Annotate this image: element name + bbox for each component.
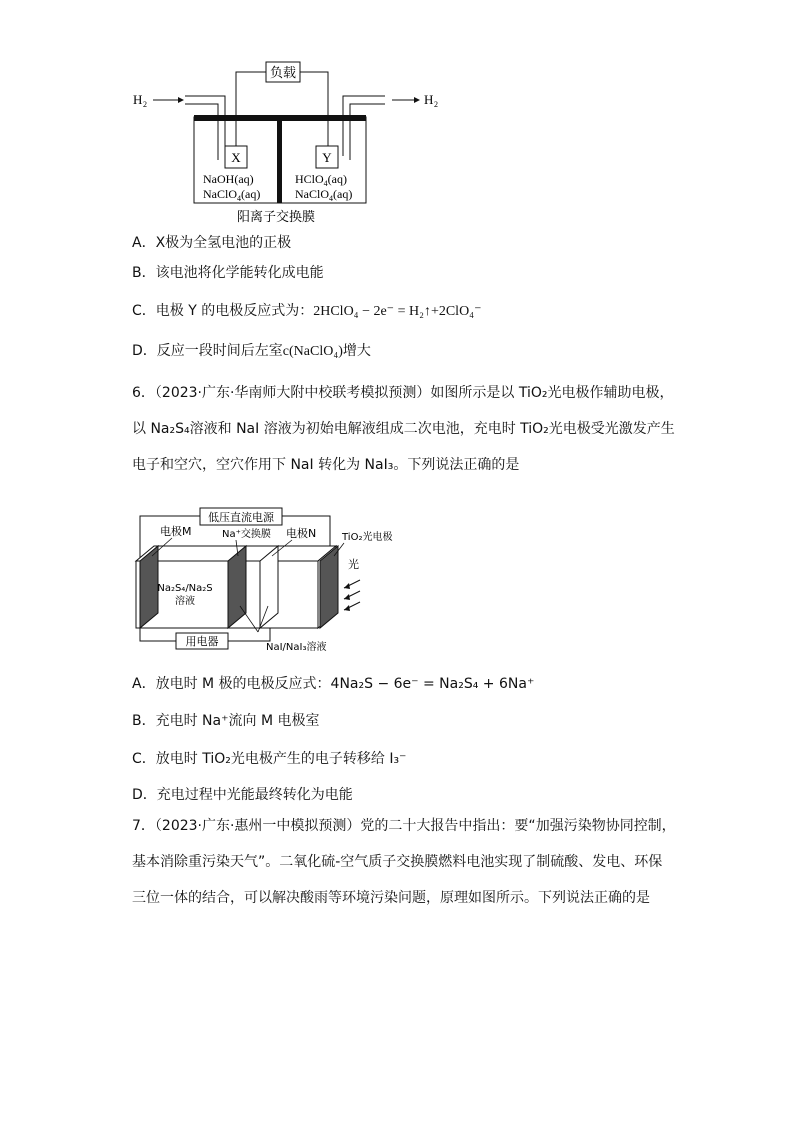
svg-text:X: X bbox=[231, 150, 241, 165]
cation-membrane bbox=[277, 115, 282, 203]
h2-inlet-label: H bbox=[133, 92, 143, 107]
svg-text:2: 2 bbox=[434, 100, 438, 109]
right-solution-1: HClO$_4$(aq) bbox=[295, 172, 347, 188]
hydrogen-cell-diagram bbox=[0, 55, 794, 235]
right-solution-2: NaClO$_4$(aq) bbox=[295, 187, 353, 203]
tio2-photoelectrode bbox=[320, 546, 338, 628]
appliance-wire-right bbox=[228, 628, 270, 641]
sodium-exchange-membrane bbox=[228, 546, 246, 628]
q5-option-d: D．反应一段时间后左室c(NaClO₄)增大 bbox=[132, 343, 371, 359]
q5-option-c: C．电极 Y 的电极反应式为：2HClO₄ − 2e⁻ = H₂↑+2ClO₄⁻ bbox=[132, 303, 482, 319]
svg-text:溶液: 溶液 bbox=[175, 596, 195, 607]
h2-outlet-label: H bbox=[424, 92, 434, 107]
question-7-stem: 7．（2023·广东·惠州一中模拟预测）党的二十大报告中指出：要“加强污染物协同控制， 基本消除重污染天气”。二氧化硫-空气质子交换膜燃料电池实现了制硫酸、发电、环保 三位一体的结合，可以解决酸雨等环境污染问题，原理如图所示。下列说法正确的是 bbox=[132, 818, 676, 906]
left-solution-label: Na₂S₄/Na₂S bbox=[157, 583, 213, 594]
cell-front-face bbox=[136, 561, 318, 628]
q5-option-c-equation: 2HClO₄ − 2e⁻ = H₂↑+2ClO₄⁻ bbox=[313, 304, 482, 319]
svg-text:2: 2 bbox=[143, 100, 147, 109]
load-label: 负载 bbox=[269, 66, 297, 81]
right-solution-label: NaI/NaI₃溶液 bbox=[266, 642, 327, 653]
left-solution-1: NaOH(aq) bbox=[203, 172, 254, 186]
q5-option-d-expression: c(NaClO₄) bbox=[282, 344, 343, 359]
tio2-battery-diagram bbox=[0, 500, 794, 660]
q6-option-c: C．放电时 TiO₂光电极产生的电子转移给 I₃⁻ bbox=[132, 751, 407, 767]
svg-text:Y: Y bbox=[322, 150, 332, 165]
power-supply-label: 低压直流电源 bbox=[208, 511, 274, 524]
q6-option-d: D．充电过程中光能最终转化为电能 bbox=[132, 787, 353, 803]
question-6-stem: 6．（2023·广东·华南师大附中校联考模拟预测）如图所示是以 TiO₂光电极作辅助电极， 以 Na₂S₄溶液和 NaI 溶液为初始电解液组成二次电池，充电时 TiO₂光电极受光激发产生 电子和空穴，空穴作用下 NaI 转化为 NaI₃。下列说法正确的是 bbox=[132, 385, 675, 473]
electrode-n-label: 电极N bbox=[286, 527, 317, 540]
left-solution-2: NaClO$_4$(aq) bbox=[203, 187, 261, 203]
membrane-label: 阳离子交换膜 bbox=[236, 210, 316, 225]
wire-left bbox=[236, 72, 266, 146]
light-arrows bbox=[344, 580, 360, 611]
appliance-label: 用电器 bbox=[185, 635, 219, 648]
appliance-wire-left bbox=[140, 628, 176, 641]
light-label: 光 bbox=[348, 558, 359, 571]
q6-option-b: B．充电时 Na⁺流向 M 电极室 bbox=[132, 713, 320, 729]
wire-right bbox=[300, 72, 328, 146]
right-gas-tube bbox=[343, 96, 385, 156]
q6-option-a: A．放电时 M 极的电极反应式：4Na₂S − 6e⁻ = Na₂S₄ + 6Na⁺ bbox=[132, 676, 535, 692]
electrode-n bbox=[260, 546, 278, 628]
tio2-label: TiO₂光电极 bbox=[342, 532, 393, 543]
electrode-m bbox=[140, 546, 158, 628]
q5-option-a: A．X极为全氢电池的正极 bbox=[132, 235, 292, 251]
membrane-label: Na⁺交换膜 bbox=[222, 529, 271, 540]
q5-option-b: B．该电池将化学能转化成电能 bbox=[132, 265, 324, 281]
left-gas-tube bbox=[185, 96, 225, 156]
electrode-m-label: 电极M bbox=[160, 525, 192, 538]
